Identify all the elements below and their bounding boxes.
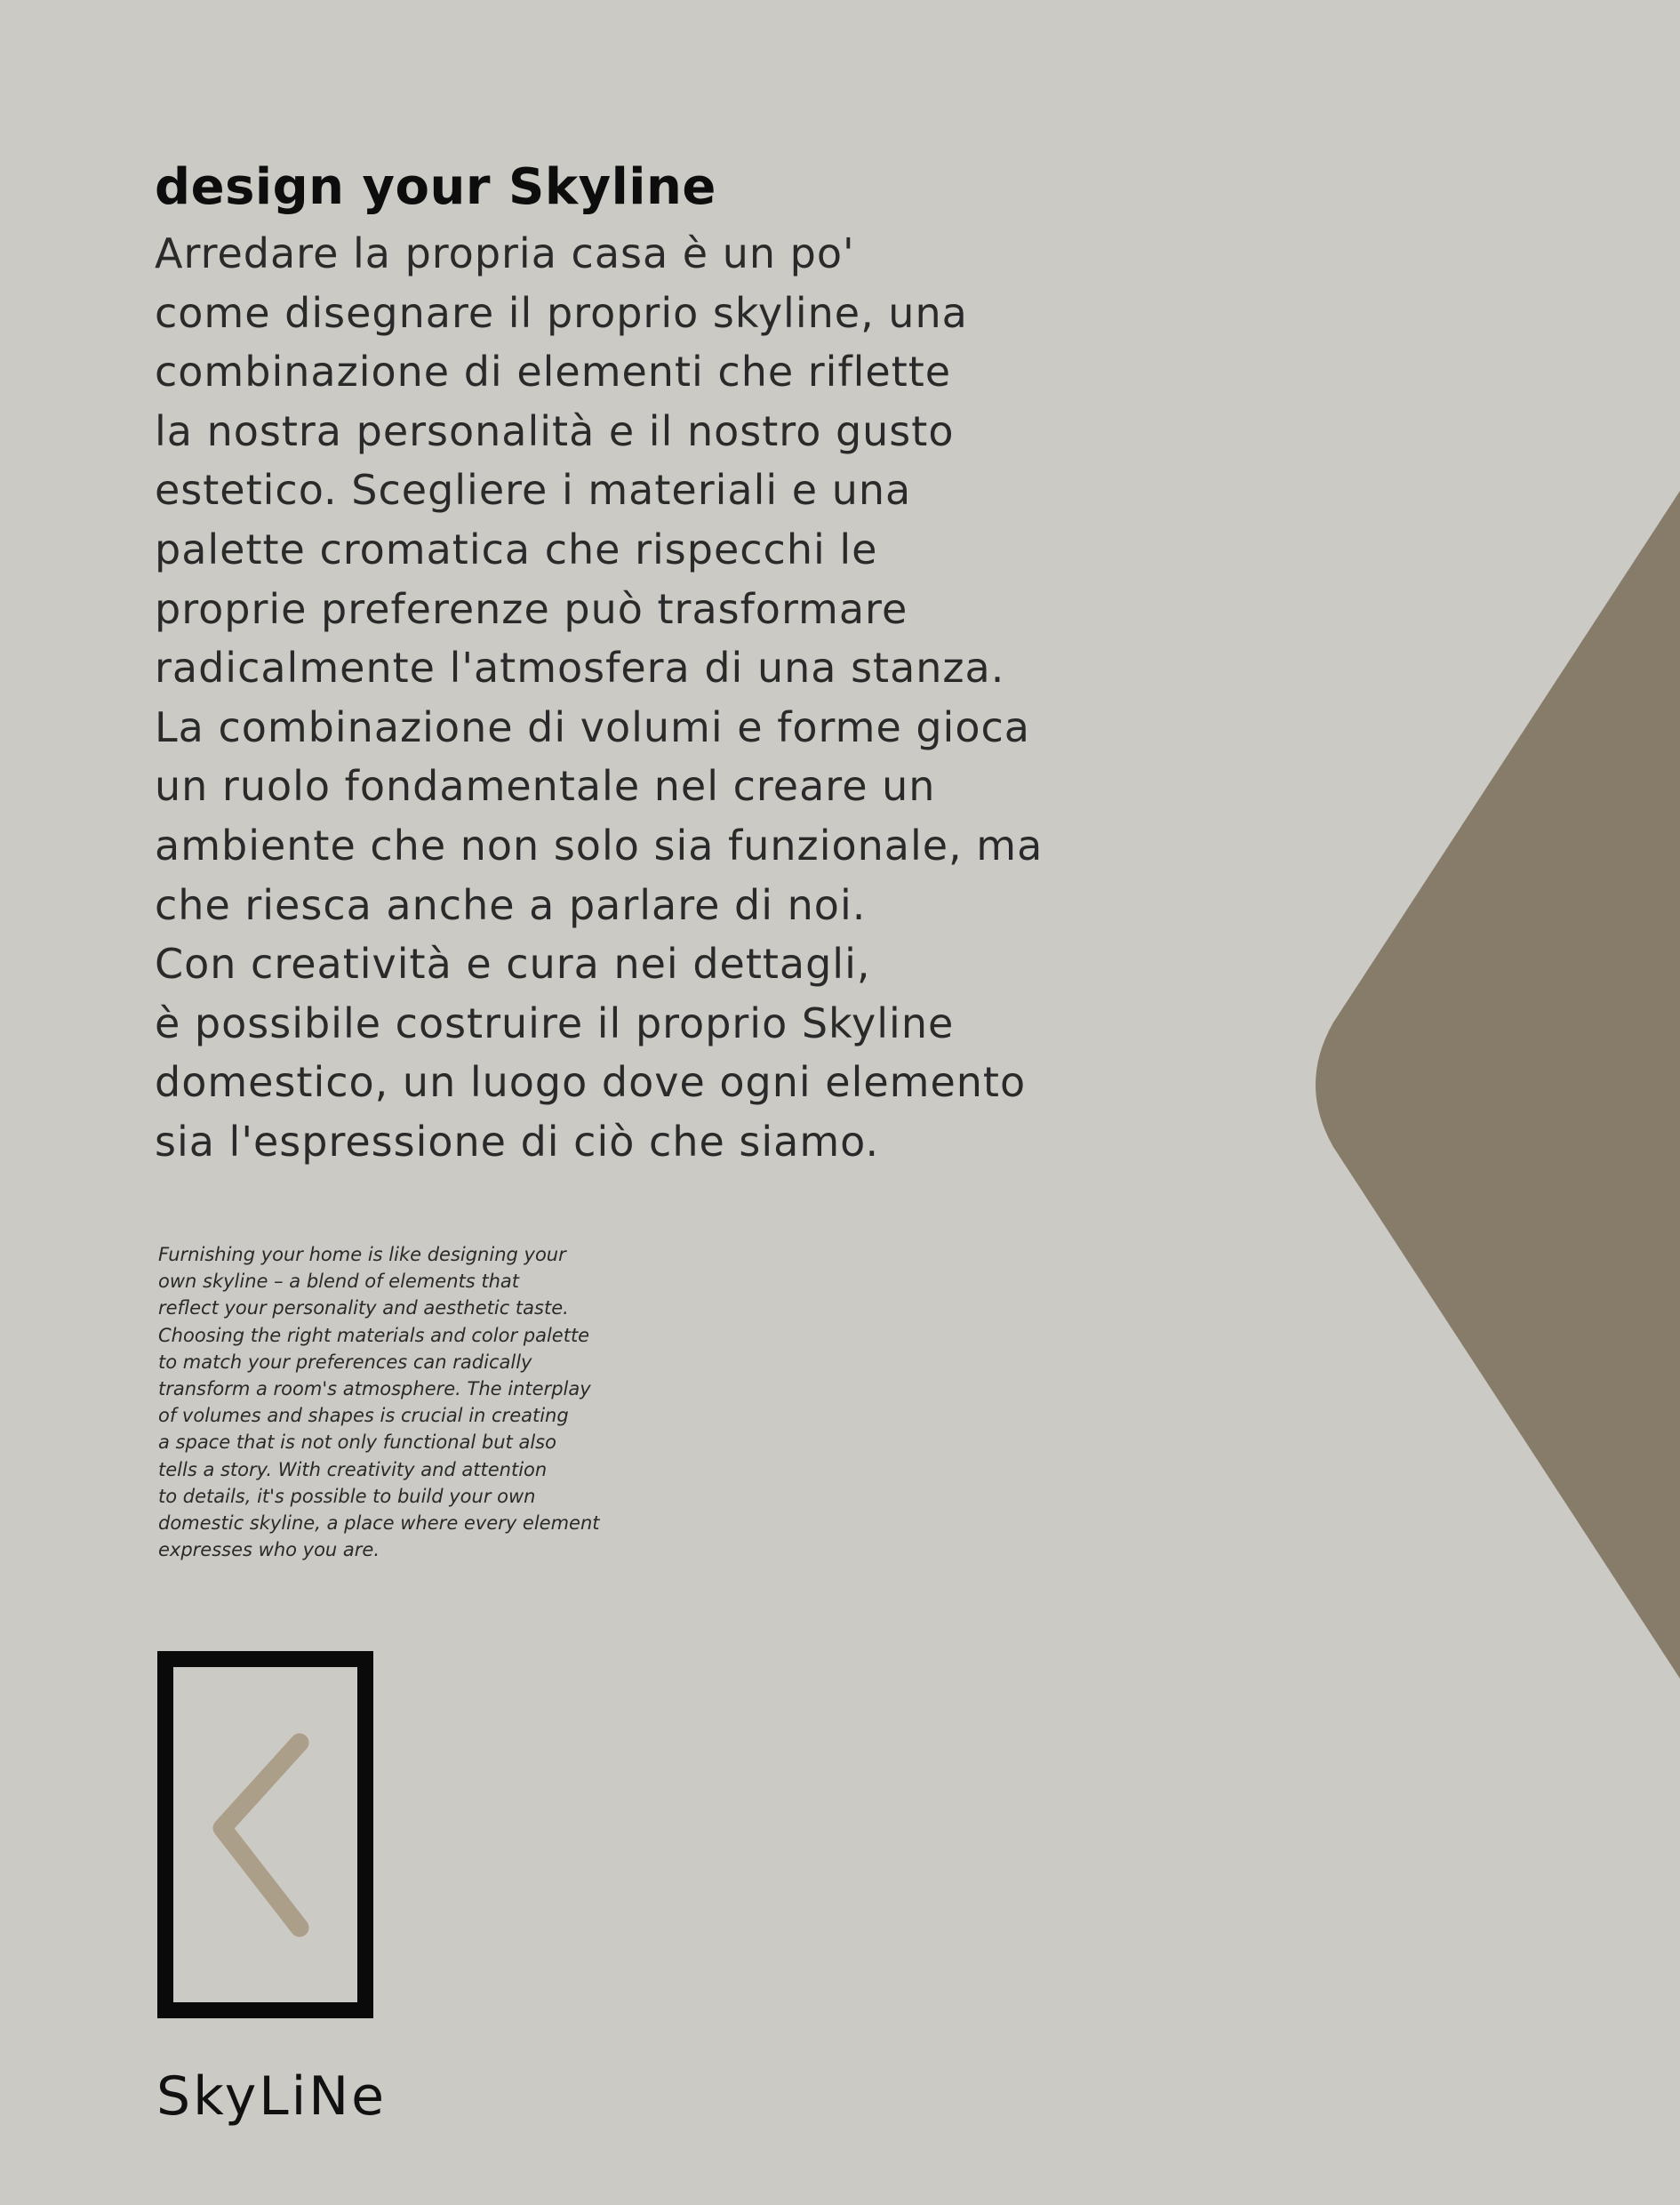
english-line: a space that is not only functional but also xyxy=(158,1431,556,1454)
italian-line: sia l'espressione di ciò che siamo. xyxy=(155,1117,880,1166)
english-line: to match your preferences can radically xyxy=(158,1351,532,1373)
italian-line: La combinazione di volumi e forme gioca xyxy=(155,702,1030,751)
english-line: own skyline – a blend of elements that xyxy=(158,1271,520,1293)
italian-line: ambiente che non solo sia funzionale, ma xyxy=(155,821,1044,870)
italian-line: un ruolo fondamentale nel creare un xyxy=(155,762,936,811)
english-line: expresses who you are. xyxy=(158,1539,380,1561)
italian-line: combinazione di elementi che riflette xyxy=(155,348,952,397)
italian-line: come disegnare il proprio skyline, una xyxy=(155,288,968,337)
english-line: domestic skyline, a place where every element xyxy=(158,1512,600,1535)
english-line: Choosing the right materials and color palette xyxy=(158,1324,590,1346)
italian-line: radicalmente l'atmosfera di una stanza. xyxy=(155,644,1005,693)
english-body-text xyxy=(158,1241,600,1563)
english-line: reflect your personality and aesthetic taste. xyxy=(158,1297,569,1319)
english-line: transform a room's atmosphere. The interplay xyxy=(158,1378,591,1400)
italian-line: palette cromatica che rispecchi le xyxy=(155,525,878,573)
english-line: to details, it's possible to build your own xyxy=(158,1485,536,1507)
english-line: tells a story. With creativity and attention xyxy=(158,1458,548,1480)
english-line: Furnishing your home is like designing your xyxy=(158,1244,566,1265)
english-line: of volumes and shapes is crucial in creating xyxy=(158,1405,569,1427)
italian-line: è possibile costruire il proprio Skyline xyxy=(155,998,955,1047)
chevron-left-in-frame-icon xyxy=(157,1651,373,2018)
page-title: design your Skyline xyxy=(155,158,716,216)
italian-line: che riesca anche a parlare di noi. xyxy=(155,880,867,929)
italian-line: estetico. Scegliere i materiali e una xyxy=(155,466,912,515)
italian-line: domestico, un luogo dove ogni elemento xyxy=(155,1058,1027,1107)
italian-line: Con creatività e cura nei dettagli, xyxy=(155,940,871,989)
italian-line: Arredare la propria casa è un po' xyxy=(155,229,855,277)
italian-body-text xyxy=(155,224,1043,1172)
italian-line: proprie preferenze può trasformare xyxy=(155,584,908,633)
italian-line: la nostra personalità e il nostro gusto xyxy=(155,406,955,455)
logo-wordmark: SkyLiNe xyxy=(156,2065,388,2128)
